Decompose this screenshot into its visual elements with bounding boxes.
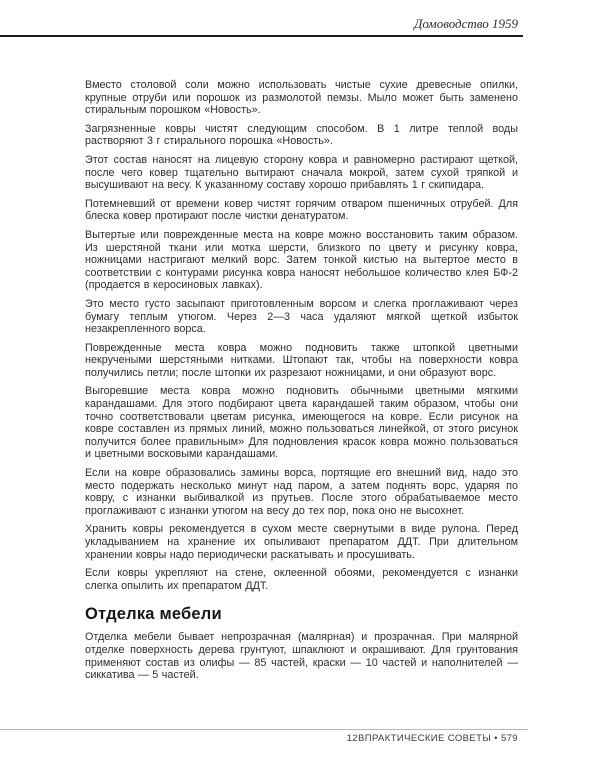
page-footer: 12ВПРАКТИЧЕСКИЕ СОВЕТЫ • 579 [346,733,518,744]
paragraph: Вместо столовой соли можно использовать чистые сухие древесные опилки, крупные отруби или порошок из размолотой пемзы. Мыло может быть заменено стиральным порошком «Новость». [85,79,518,117]
paragraph: Если на ковре образовались замины ворса, портящие его внешний вид, надо это место подержать несколько минут над паром, а затем поднять ворс, ударяя по ковру, с изнанки выбивалкой из прутьев. После этого обрабатываемое место проглаживают с изнанки утюгом на весу до тех пор, пока оно не высохнет. [85,467,518,517]
header-rule [0,35,523,37]
page-content [85,79,518,688]
paragraph: Хранить ковры рекомендуется в сухом месте свернутыми в виде рулона. Перед укладыванием на хранение их опыливают препаратом ДДТ. При длительном хранении ковры надо периодически раскатывать и просушивать. [85,523,518,561]
paragraph: Поврежденные места ковра можно подновить также штопкой цветными некручеными шерстяными нитками. Штопают так, чтобы на поверхности ковра получились петли; после штопки их разрезают ножницами, и они образуют ворс. [85,341,518,379]
paragraph: Потемневший от времени ковер чистят горячим отваром пшеничных отрубей. Для блеска ковер протирают после чистки денатуратом. [85,197,518,223]
paragraph: Отделка мебели бывает непрозрачная (малярная) и прозрачная. При малярной отделке поверхность дерева грунтуют, шпаклюют и окрашивают. Для грунтования применяют состав из олифы — 85 частей, краски — 10 частей и наполнителей — сиккатива — 5 частей. [85,631,518,682]
paragraph: Это место густо засыпают приготовленным ворсом и слегка проглаживают через бумагу теплым утюгом. Через 2—3 часа удаляют мягкой щеткой избыток незакрепленного ворса. [85,297,518,336]
running-head: Домоводство 1959 [414,16,518,31]
paragraph: Если ковры укрепляют на стене, оклеенной обоями, рекомендуется с изнанки слегка опылить их препаратом ДДТ. [85,567,518,592]
paragraph: Вытертые или поврежденные места на ковре можно восстановить таким образом. Из шерстяной ткани или мотка шерсти, близкого по цвету и рисунку ковра, ножницами настригают мелкий ворс. Затем тонкой кистью на вытертое место в соответствии с контурами рисунка ковра наносят небольшое количество клея БФ-2 (продается в керосиновых лавках). [85,228,518,292]
footer-rule [0,729,528,730]
paragraph: Этот состав наносят на лицевую сторону ковра и равномерно растирают щеткой, после чего ковер тщательно вытирают сначала мокрой, затем сухой тряпкой и высушивают на весу. К указанному составу хорошо прибавлять 1 г скипидара. [85,153,518,192]
section-heading: Отделка мебели [85,605,222,624]
paragraph: Загрязненные ковры чистят следующим способом. В 1 литре теплой воды растворяют 3 г стирального порошка «Новость». [85,122,518,148]
paragraph: Выгоревшие места ковра можно подновить обычными цветными мягкими карандашами. Для этого подбирают цвета карандашей таким образом, чтобы они точно соответствовали цветам рисунка, имеющегося на ковре. Если рисунок на ковре составлен из прямых линий, можно пользоваться линейкой, от этого рисунок получится более правильным» Для подновления красок ковра можно пользоваться и цветными восковыми карандашами. [85,385,518,461]
